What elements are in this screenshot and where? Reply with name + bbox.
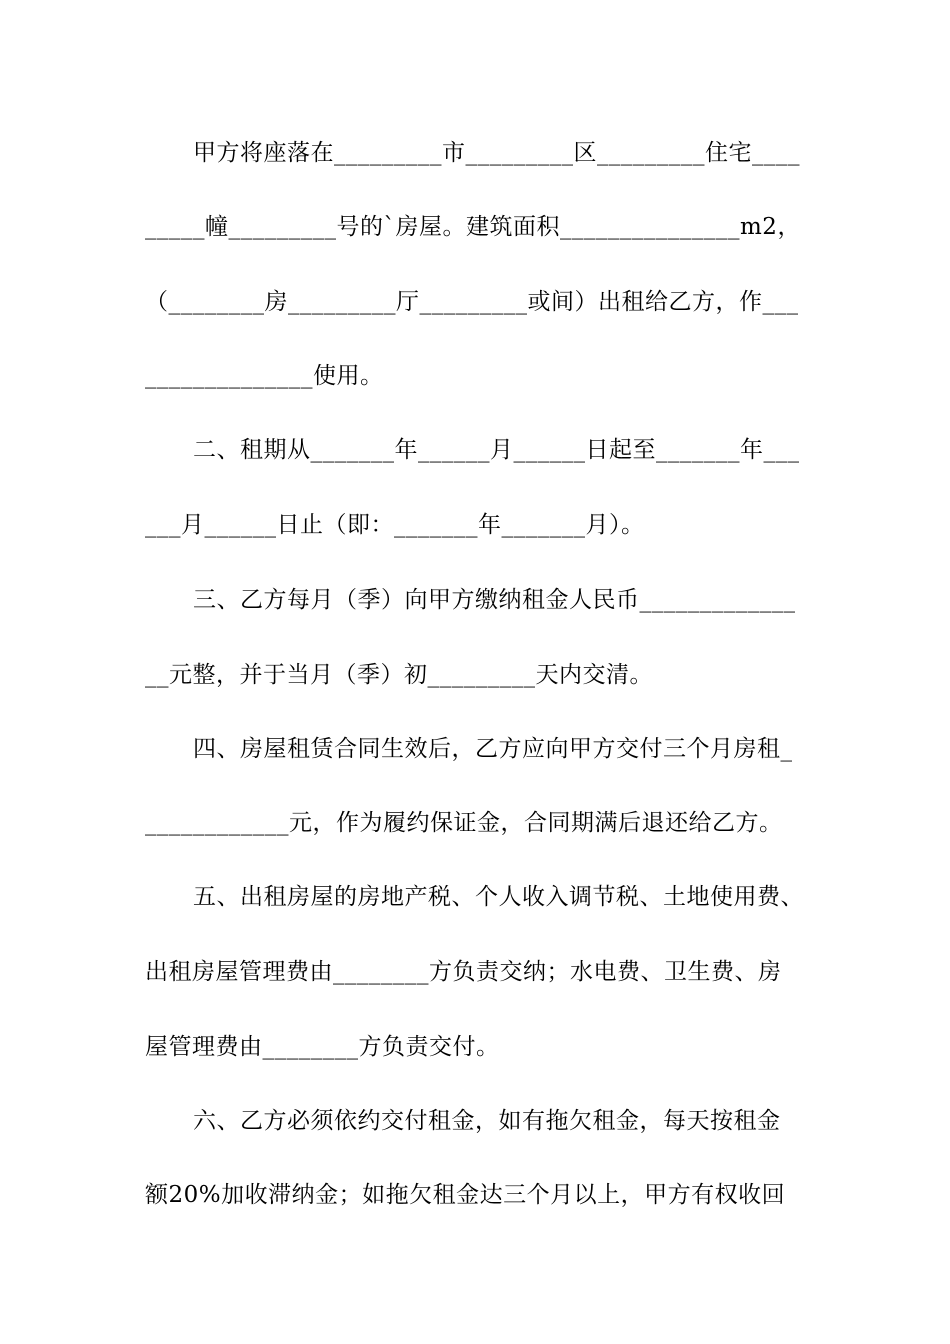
- line-text: 三、乙方每月（季）向甲方缴纳租金人民币_____________: [193, 587, 796, 613]
- text-line-13: [0, 1027, 950, 1067]
- text-line-3: [0, 282, 950, 322]
- text-line-1: [0, 133, 950, 173]
- text-line-11: [0, 877, 950, 917]
- text-line-5: [0, 430, 950, 470]
- text-line-4: [0, 356, 950, 396]
- line-text: ____________元，作为履约保证金，合同期满后退还给乙方。: [145, 810, 783, 836]
- text-line-9: [0, 729, 950, 769]
- line-text: 二、租期从_______年______月______日起至_______年___: [193, 437, 800, 463]
- line-text: __元整，并于当月（季）初_________天内交清。: [145, 662, 653, 688]
- line-text: 四、房屋租赁合同生效后，乙方应向甲方交付三个月房租_: [193, 736, 793, 762]
- text-line-7: [0, 580, 950, 620]
- line-text: 五、出租房屋的房地产税、个人收入调节税、土地使用费、: [193, 884, 804, 910]
- text-line-14: [0, 1101, 950, 1141]
- line-text: 出租房屋管理费由________方负责交纳；水电费、卫生费、房: [145, 959, 782, 985]
- line-text: _____幢_________号的`房屋。建筑面积_______________m2，: [145, 214, 801, 240]
- line-text: 六、乙方必须依约交付租金，如有拖欠租金，每天按租金: [193, 1108, 781, 1134]
- text-line-12: [0, 952, 950, 992]
- text-line-6: [0, 505, 950, 545]
- text-line-8: [0, 655, 950, 695]
- line-text: 甲方将座落在_________市_________区_________住宅____: [193, 140, 800, 166]
- text-line-2: [0, 207, 950, 247]
- text-line-15: [0, 1175, 950, 1215]
- line-text: ______________使用。: [145, 363, 384, 389]
- line-text: ___月______日止（即：_______年_______月）。: [145, 512, 645, 538]
- text-line-10: [0, 803, 950, 843]
- line-text: 额20%加收滞纳金；如拖欠租金达三个月以上，甲方有权收回: [145, 1182, 786, 1208]
- line-text: 屋管理费由________方负责交付。: [145, 1034, 500, 1060]
- line-text: （________房_________厅_________或间）出租给乙方，作___: [145, 289, 799, 315]
